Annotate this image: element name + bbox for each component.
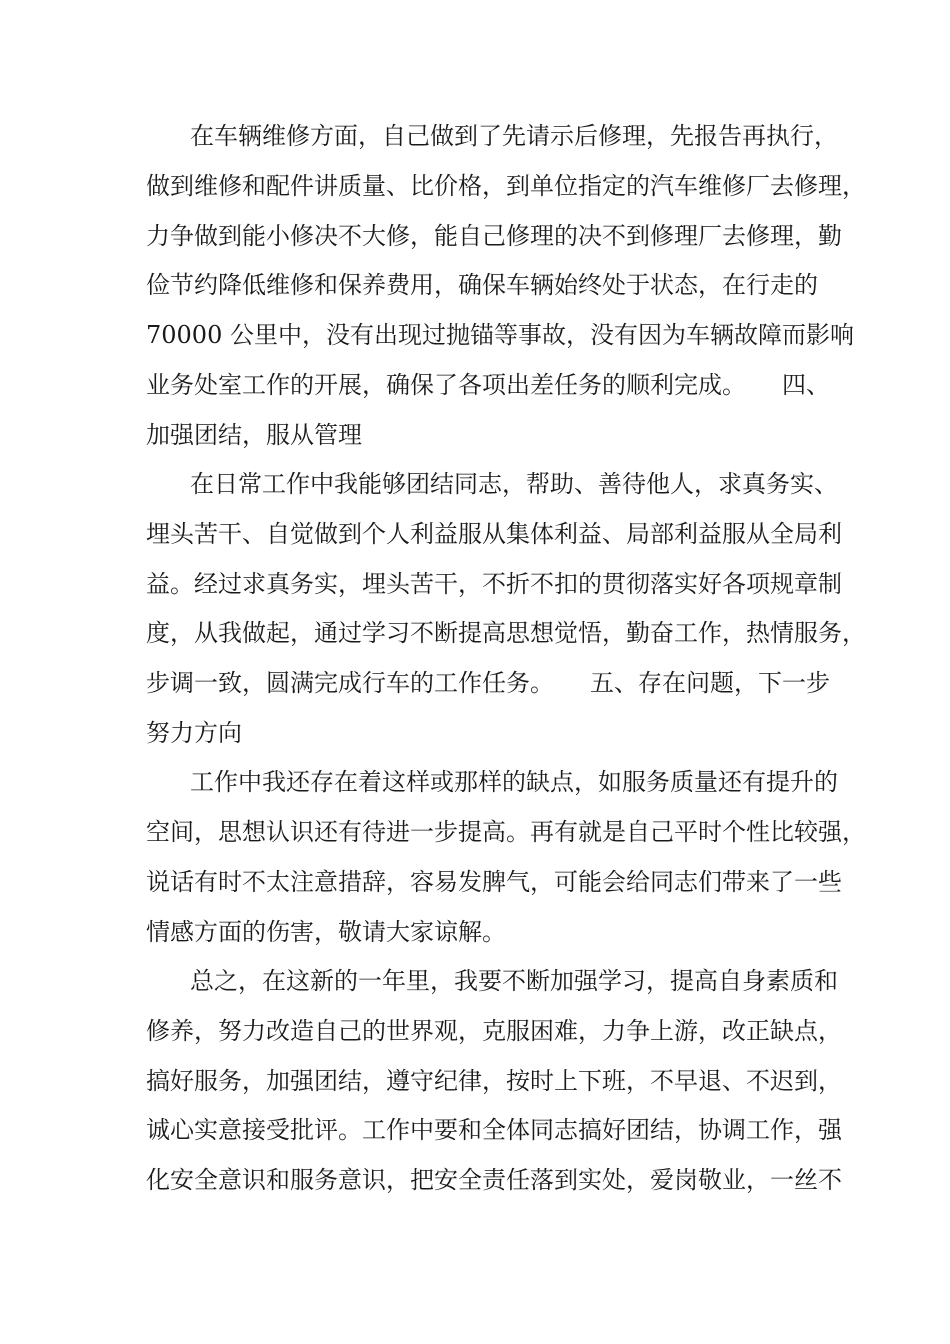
paragraph-line: 益。经过求真务实，埋头苦干，不折不扣的贯彻落实好各项规章制 — [146, 570, 842, 598]
paragraph-line: 总之，在这新的一年里，我要不断加强学习，提高自身素质和 — [190, 967, 838, 995]
paragraph-line: 70000 公里中，没有出现过抛锚等事故，没有因为车辆故障而影响 — [146, 321, 854, 349]
section-heading: 加强团结，服从管理 — [146, 421, 362, 449]
paragraph-line: 诚心实意接受批评。工作中要和全体同志搞好团结，协调工作，强 — [146, 1116, 842, 1144]
paragraph-line: 化安全意识和服务意识，把安全责任落到实处，爱岗敬业，一丝不 — [146, 1166, 842, 1194]
paragraph-line: 度，从我做起，通过学习不断提高思想觉悟，勤奋工作，热情服务， — [146, 619, 866, 647]
paragraph-line: 情感方面的伤害，敬请大家谅解。 — [146, 918, 506, 946]
paragraph-line: 工作中我还存在着这样或那样的缺点，如服务质量还有提升的 — [190, 768, 838, 796]
paragraph-line: 在车辆维修方面，自己做到了先请示后修理，先报告再执行， — [190, 122, 838, 150]
paragraph-line: 做到维修和配件讲质量、比价格，到单位指定的汽车维修厂去修理， — [146, 172, 866, 200]
section-heading: 努力方向 — [146, 719, 242, 747]
paragraph-line: 空间，思想认识还有待进一步提高。再有就是自己平时个性比较强， — [146, 818, 866, 846]
paragraph-line: 说话有时不太注意措辞，容易发脾气，可能会给同志们带来了一些 — [146, 868, 842, 896]
paragraph-line: 业务处室工作的开展，确保了各项出差任务的顺利完成。 四、 — [146, 371, 830, 399]
paragraph-line: 力争做到能小修决不大修，能自己修理的决不到修理厂去修理，勤 — [146, 222, 842, 250]
paragraph-line: 修养，努力改造自己的世界观，克服困难，力争上游，改正缺点， — [146, 1017, 842, 1045]
paragraph-line: 在日常工作中我能够团结同志，帮助、善待他人，求真务实、 — [190, 470, 838, 498]
paragraph-line: 搞好服务，加强团结，遵守纪律，按时上下班，不早退、不迟到， — [146, 1067, 842, 1095]
paragraph-line: 步调一致，圆满完成行车的工作任务。 五、存在问题，下一步 — [146, 669, 830, 697]
paragraph-line: 埋头苦干、自觉做到个人利益服从集体利益、局部利益服从全局利 — [146, 520, 842, 548]
paragraph-line: 俭节约降低维修和保养费用，确保车辆始终处于状态，在行走的 — [146, 271, 818, 299]
